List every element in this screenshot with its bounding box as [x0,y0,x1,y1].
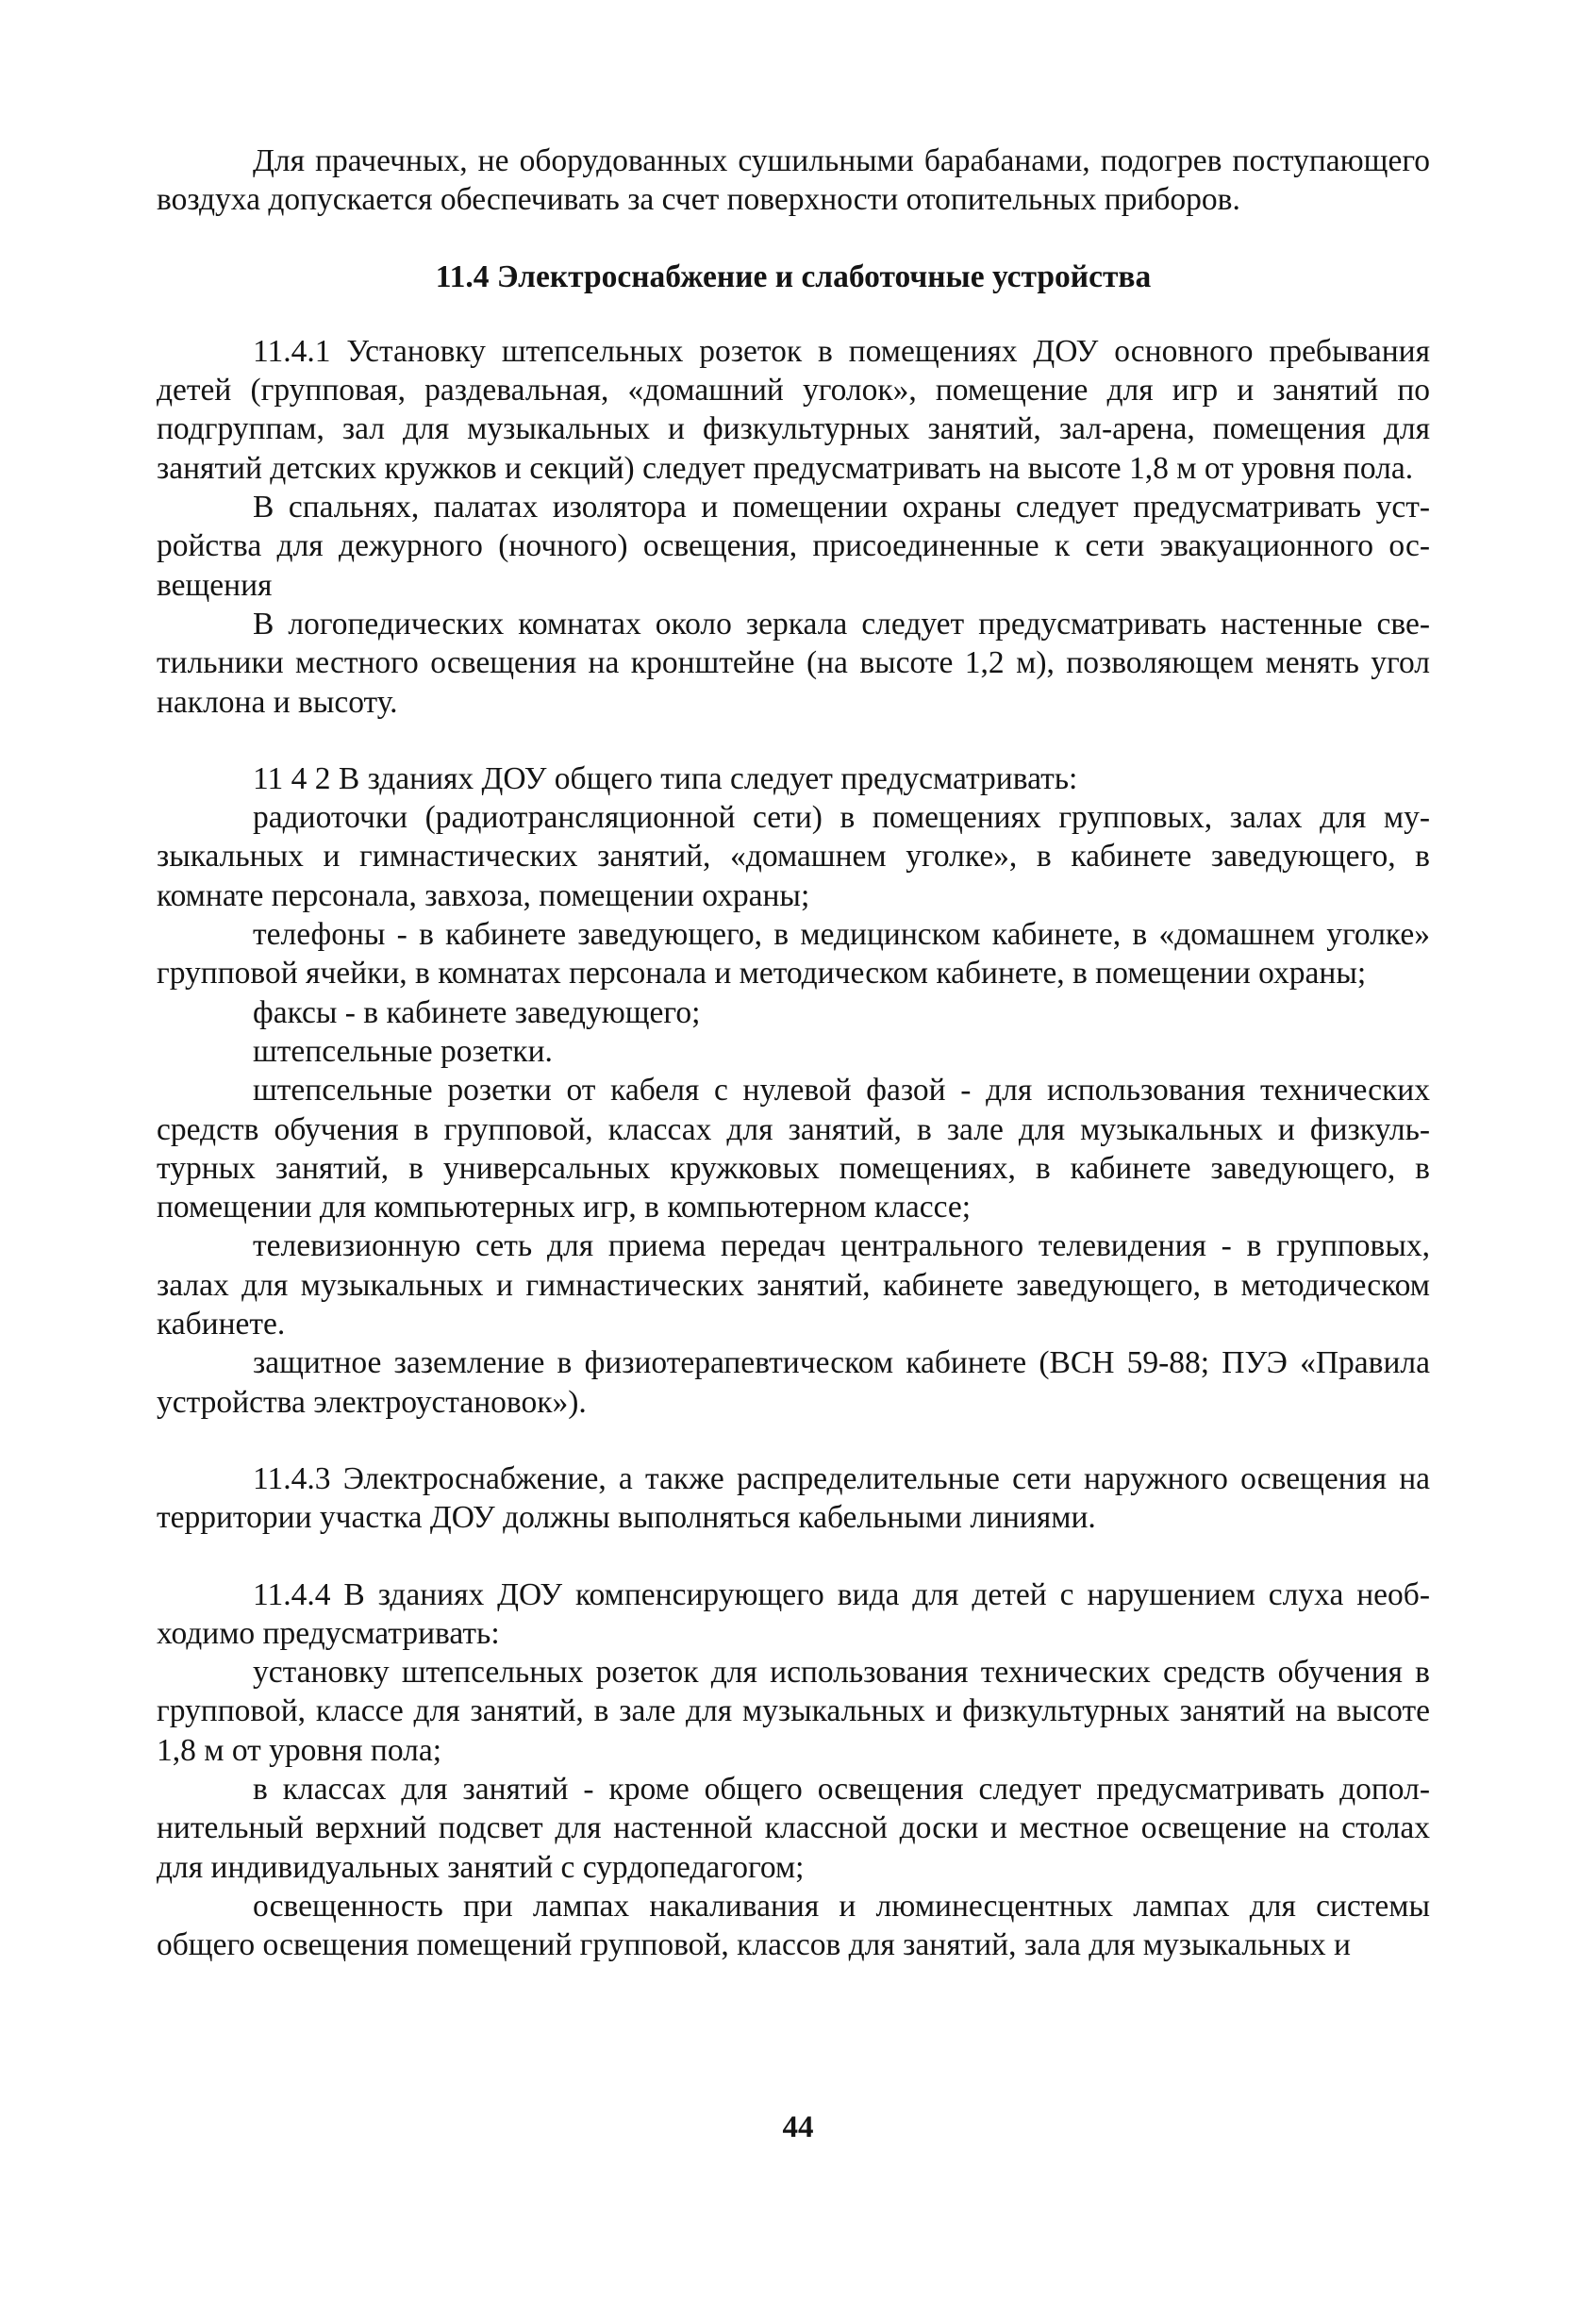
paragraph-11-4-4: 11.4.4 В зданиях ДОУ компенсирующего вида для детей с нарушением слуха необходимо предусматривать: [157,1576,1430,1651]
document-page [157,142,1430,1964]
list-item-radio-points: радиоточки (радиотрансляционной сети) в помещениях групповых, залах для музыкальных и гимнастических занятий, «домашнем уголке», в кабинете заведующего, в комнате персонала, завхоза, помещении охраны; [157,800,1430,913]
list-item-tv-network: телевизионную сеть для приема передач центрального телевидения - в групповых, залах для музыкальных и гимнастических занятий, кабинете заведующего, в методическом кабинете. [157,1228,1430,1342]
page-number: 44 [782,2110,814,2144]
paragraph-11-4-1: 11.4.1 Установку штепсельных розеток в помещениях ДОУ основного пребывания детей (групповая, раздевальная, «домашний уголок», помещение для игр и занятий по подгруппам, зал для музыкальных и физкультурных занятий, зал-арена, помещения для занятий детских кружков и секций) следует предусматривать на высоте 1,8 м от уровня пола. [157,333,1430,486]
list-item-classroom-lighting: в классах для занятий - кроме общего освещения следует предусматривать дополнительный верхний подсвет для настенной классной доски и местное освещение на столах для индивидуальных занятий с сурдопедагогом; [157,1771,1430,1885]
list-item-faxes: факсы - в кабинете заведующего; [253,994,701,1030]
list-item-grounding: защитное заземление в физиотерапевтическом кабинете (ВСН 59-88; ПУЭ «Правила устройства электроустановок»). [157,1345,1430,1420]
paragraph-speech-therapy-lights: В логопедических комнатах около зеркала следует предусматривать настенные светильники местного освещения на кронштейне (на высоте 1,2 м), позволяющем менять угол наклона и высоту. [157,606,1430,720]
list-item-telephones: телефоны - в кабинете заведующего, в медицинском кабинете, в «домашнем уголке» групповой ячейки, в комнатах персонала и методическом кабинете, в помещении охраны; [157,917,1430,992]
paragraph-11-4-3: 11.4.3 Электроснабжение, а также распределительные сети наружного освещения на территории участка ДОУ должны выполняться кабельными линиями. [157,1460,1430,1536]
list-item-sockets: штепсельные розетки. [253,1033,553,1069]
list-item-neutral-sockets: штепсельные розетки от кабеля с нулевой фазой - для использования технических средств обучения в групповой, классах для занятий, в зале для музыкальных и физкультурных занятий, в универсальных кружковых помещениях, в кабинете заведующего, в помещении для компьютерных игр, в компьютерном классе; [157,1073,1430,1225]
list-item-socket-installation: установку штепсельных розеток для использования технических средств обучения в групповой, классе для занятий, в зале для музыкальных и физкультурных занятий на высоте 1,8 м от уровня пола; [157,1655,1430,1768]
list-item-illuminance: освещенность при лампах накаливания и люминесцентных лампах для системы общего освещения помещений групповой, классов для занятий, зала для музыкальных и [157,1888,1430,1963]
paragraph-night-lighting: В спальнях, палатах изолятора и помещении охраны следует предусматривать устройства для дежурного (ночного) освещения, присоединенные к сети эвакуационного освещения [157,490,1430,603]
paragraph-11-4-2: 11 4 2 В зданиях ДОУ общего типа следует предусматривать: [253,760,1078,796]
section-heading: 11.4 Электроснабжение и слаботочные устройства [435,258,1152,294]
intro-paragraph: Для прачечных, не оборудованных сушильными барабанами, подогрев поступающего воздуха допускается обеспечивать за счет поверхности отопительных приборов. [157,143,1430,218]
